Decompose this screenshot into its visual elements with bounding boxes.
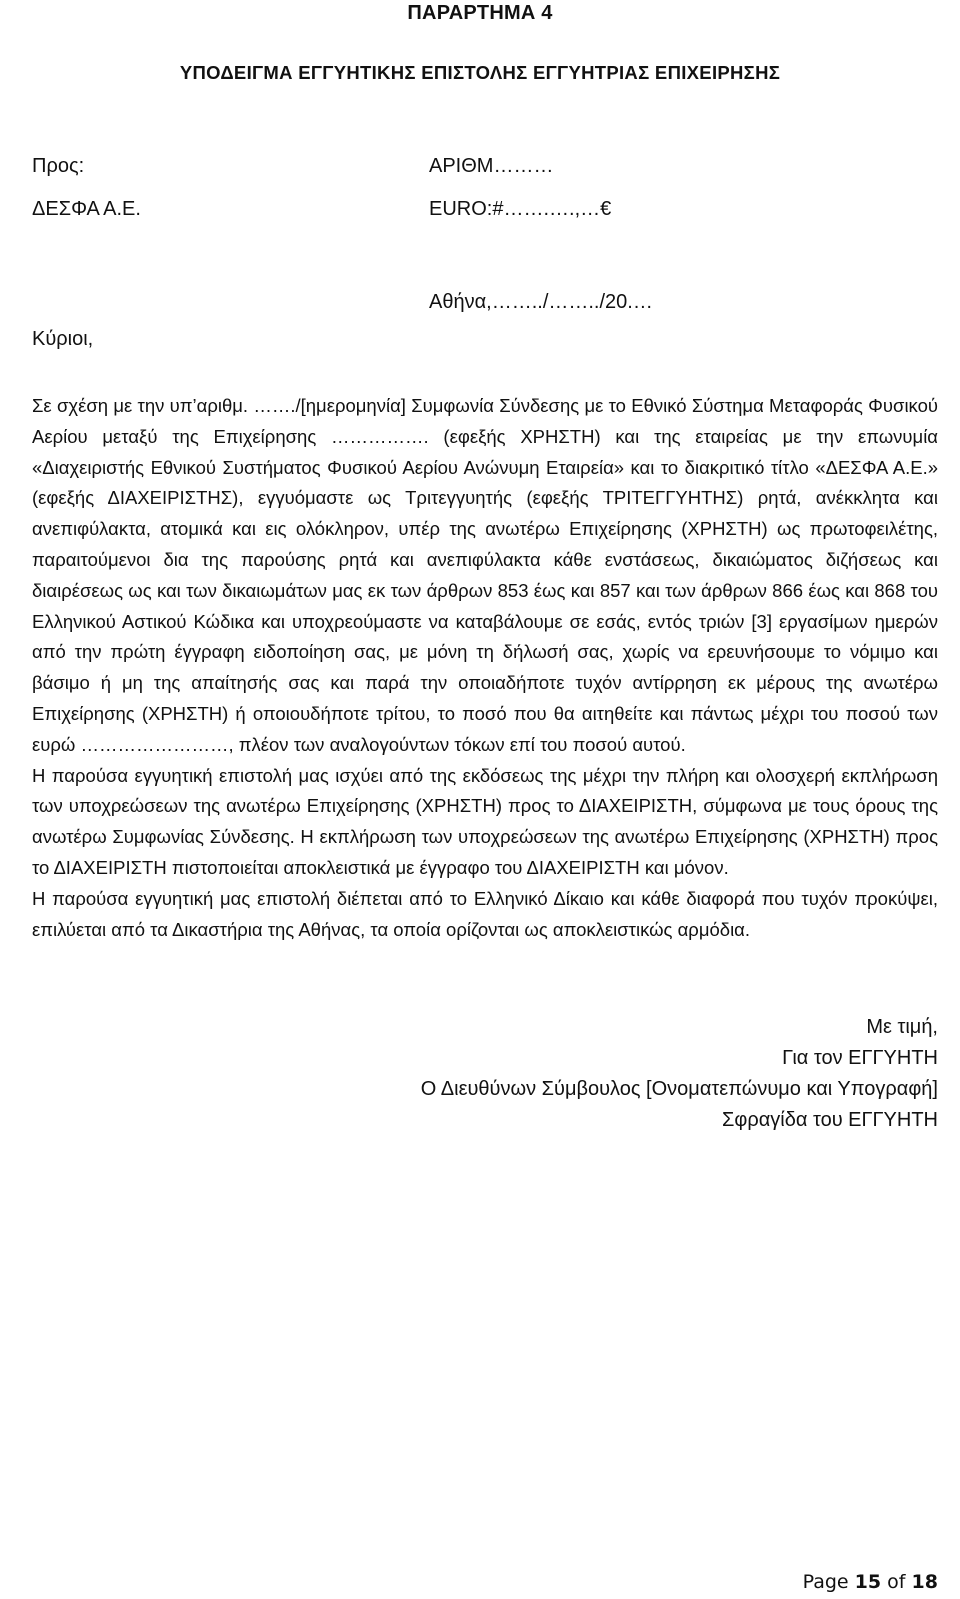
page-footer <box>803 1571 938 1593</box>
regards-line: Με τιμή, <box>866 1016 938 1038</box>
current-page-number: 15 <box>854 1571 882 1593</box>
paragraph-guarantee: Σε σχέση με την υπ’αριθμ. ……./[ημερομηνία] Συμφωνία Σύνδεσης με το Εθνικό Σύστημα Μεταφοράς Φυσικού Αερίου μεταξύ της Επιχείρησης ……………. (εφεξής ΧΡΗΣΤΗ) και της εταιρείας με την επωνυμία «Διαχειριστής Εθνικού Συστήματος Φυσικού Αερίου Ανώνυμη Εταιρεία» και το διακριτικό τίτλο «ΔΕΣΦΑ Α.Ε.» (εφεξής ΔΙΑΧΕΙΡΙΣΤΗΣ), εγγυόμαστε ως Τριτεγγυητής (εφεξής ΤΡΙΤΕΓΓΥΗΤΗΣ) ρητά, ανέκκλητα και ανεπιφύλακτα, ατομικά και εις ολόκληρον, υπέρ της ανωτέρω Επιχείρησης (ΧΡΗΣΤΗ) ως πρωτοφειλέτης, παραιτούμενοι δια της παρούσης ρητά και ανεπιφύλακτα κάθε ενστάσεως, δικαιώματος διζήσεως και διαιρέσεως ως και των δικαιωμάτων μας εκ των άρθρων 853 έως και 857 και των άρθρων 866 έως και 868 του Ελληνικού Αστικού Κώδικα και υποχρεούμαστε να καταβάλουμε σε εσάς, εντός τριών [3] εργασίμων ημερών από την πρώτη έγγραφη ειδοποίηση σας, με μόνη τη δήλωσή σας, χωρίς να ερευνήσουμε το νόμιμο και βάσιμο ή μη της απαίτησής σας και παρά την οποιαδήποτε τυχόν αντίρρηση εκ μέρους της ανωτέρω Επιχείρησης (ΧΡΗΣΤΗ) ή οποιουδήποτε τρίτου, το ποσό που θα αιτηθείτε και πάντως μέχρι του ποσού των ευρώ ……………………, πλέον των αναλογούντων τόκων επί του ποσού αυτού. <box>32 395 938 755</box>
reference-number: ΑΡΙΘΜ……… <box>429 155 554 177</box>
stamp-line: Σφραγίδα του ΕΓΓΥΗΤΗ <box>721 1109 938 1131</box>
signatory-line: Ο Διευθύνων Σύμβουλος [Ονοματεπώνυμο και Υπογραφή] <box>420 1078 938 1100</box>
recipient-label: Προς: <box>32 155 85 177</box>
for-guarantor-line: Για τον ΕΓΓΥΗΤΗ <box>782 1047 938 1069</box>
paragraph-validity: Η παρούσα εγγυητική επιστολή μας ισχύει από της εκδόσεως της μέχρι την πλήρη και ολοσχερή εκπλήρωση των υποχρεώσεων της ανωτέρω Επιχείρησης (ΧΡΗΣΤΗ) προς το ΔΙΑΧΕΙΡΙΣΤΗ, σύμφωνα με τους όρους της ανωτέρω Συμφωνίας Σύνδεσης. Η εκπλήρωση των υποχρεώσεων της ανωτέρω Επιχείρησης (ΧΡΗΣΤΗ) προς το ΔΙΑΧΕΙΡΙΣΤΗ πιστοποιείται αποκλειστικά με έγγραφο του ΔΙΑΧΕΙΡΙΣΤΗ και μόνον. <box>32 764 938 878</box>
paragraph-jurisdiction: Η παρούσα εγγυητική μας επιστολή διέπεται από το Ελληνικό Δίκαιο και κάθε διαφορά που τυχόν προκύψει, επιλύεται από τα Δικαστήρια της Αθήνας, τα οποία ορίζονται ως αποκλειστικώς αρμόδια. <box>32 887 938 940</box>
document-title: ΥΠΟΔΕΙΓΜΑ ΕΓΓΥΗΤΙΚΗΣ ΕΠΙΣΤΟΛΗΣ ΕΓΓΥΗΤΡΙΑΣ ΕΠΙΧΕΙΡΗΣΗΣ <box>179 62 781 83</box>
place-date: Αθήνα,……../……../20.… <box>429 291 653 313</box>
signature-block <box>421 1012 938 1136</box>
total-pages-number: 18 <box>911 1571 938 1593</box>
annex-title: ΠΑΡΑΡΤΗΜΑ 4 <box>407 2 553 24</box>
salutation: Κύριοι, <box>32 328 94 350</box>
reference-amount: EURO:#…….….,…€ <box>429 198 612 220</box>
of-word: of <box>887 1571 906 1593</box>
recipient-name: ΔΕΣΦΑ Α.Ε. <box>32 198 141 220</box>
page-word: Page <box>802 1571 849 1593</box>
letter-body <box>32 391 938 945</box>
